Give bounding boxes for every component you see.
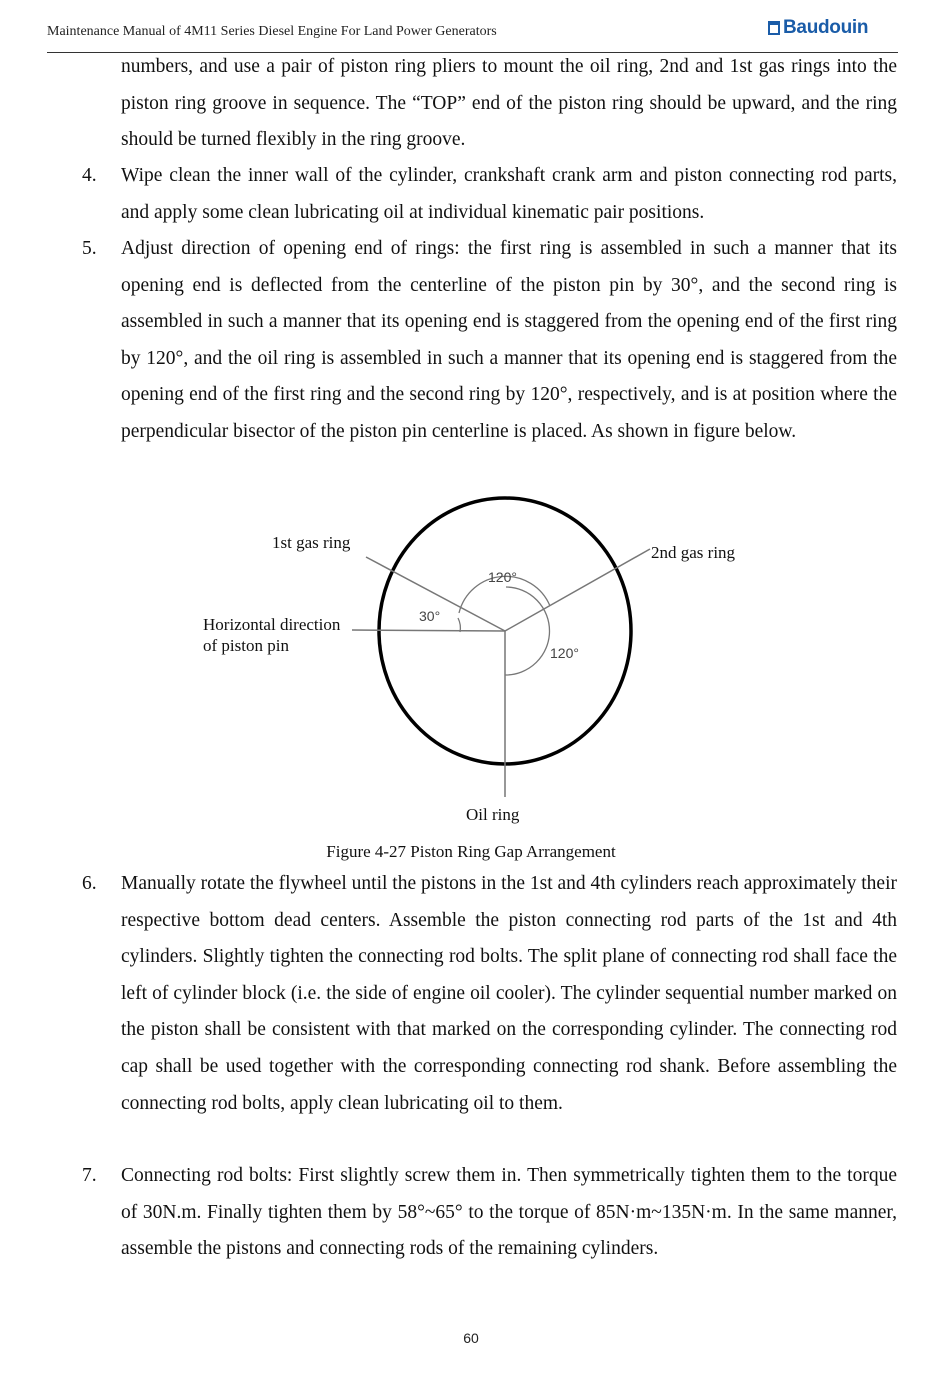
angle-arc-30 — [458, 618, 460, 632]
step-4-text: Wipe clean the inner wall of the cylinder, crankshaft crank arm and piston connecting rod parts, and apply some clean lubricating oil at individual kinematic pair positions. — [121, 165, 897, 223]
page-number: 60 — [463, 1330, 479, 1346]
angle-30-label: 30° — [419, 608, 441, 624]
label-oil-ring: Oil ring — [466, 805, 520, 824]
step-7-text: Connecting rod bolts: First slightly screw them in. Then symmetrically tighten them to the torque of 30N.m. Finally tighten them by 58°~65° to the torque of 85N·m~135N·m. In the same manner, assemble the pistons and connecting rods of the remaining cylinders. — [121, 1165, 897, 1260]
step-6-number: 6. — [82, 873, 97, 894]
figure-caption: Figure 4-27 Piston Ring Gap Arrangement — [326, 842, 616, 861]
step-4-number: 4. — [82, 165, 97, 186]
angle-arc-right — [505, 587, 550, 675]
intro-paragraph: numbers, and use a pair of piston ring pliers to mount the oil ring, 2nd and 1st gas rings into the piston ring groove in sequence. The “TOP” end of the piston ring should be upward, and the ring should be turned flexibly in the ring groove. — [121, 56, 897, 151]
label-of-piston-pin: of piston pin — [203, 636, 289, 655]
piston-pin-line — [352, 630, 505, 631]
step-5-number: 5. — [82, 238, 97, 259]
label-2nd-gas-ring: 2nd gas ring — [651, 543, 736, 562]
label-horizontal-direction: Horizontal direction — [203, 615, 341, 634]
step-7-number: 7. — [82, 1165, 97, 1186]
angle-120-top-label: 120° — [488, 569, 517, 585]
step-6-text: Manually rotate the flywheel until the pistons in the 1st and 4th cylinders reach approximately their respective bottom dead centers. Assemble the piston connecting rod parts of the 1st and 4th cylinders. Slightly tighten the connecting rod bolts. The split plane of connecting rod shall face the left of cylinder block (i.e. the side of engine oil cooler). The cylinder sequential number marked on the piston shall be consistent with that marked on the corresponding cylinder. The connecting rod cap shall be used together with the corresponding connecting rod shank. Before assembling the connecting rod bolts, apply clean lubricating oil to them. — [121, 873, 898, 1114]
angle-120-right-label: 120° — [550, 645, 579, 661]
step-5-text: Adjust direction of opening end of rings: the first ring is assembled in such a manner that its opening end is deflected from the centerline of the piston pin by 30°, and the second ring is assembled in such a manner that its opening end is staggered from the opening end of the first ring by 120°, and the oil ring is assembled in such a manner that its opening end is staggered from the opening end of the first ring and the second ring by 120°, respectively, and is at position where the perpendicular bisector of the piston pin centerline is placed. As shown in figure below. — [121, 238, 897, 442]
label-1st-gas-ring: 1st gas ring — [272, 533, 351, 552]
logo-text: Baudouin — [783, 17, 869, 38]
second-ring-gap-line — [505, 549, 650, 631]
header-title: Maintenance Manual of 4M11 Series Diesel Engine For Land Power Generators — [47, 24, 497, 39]
